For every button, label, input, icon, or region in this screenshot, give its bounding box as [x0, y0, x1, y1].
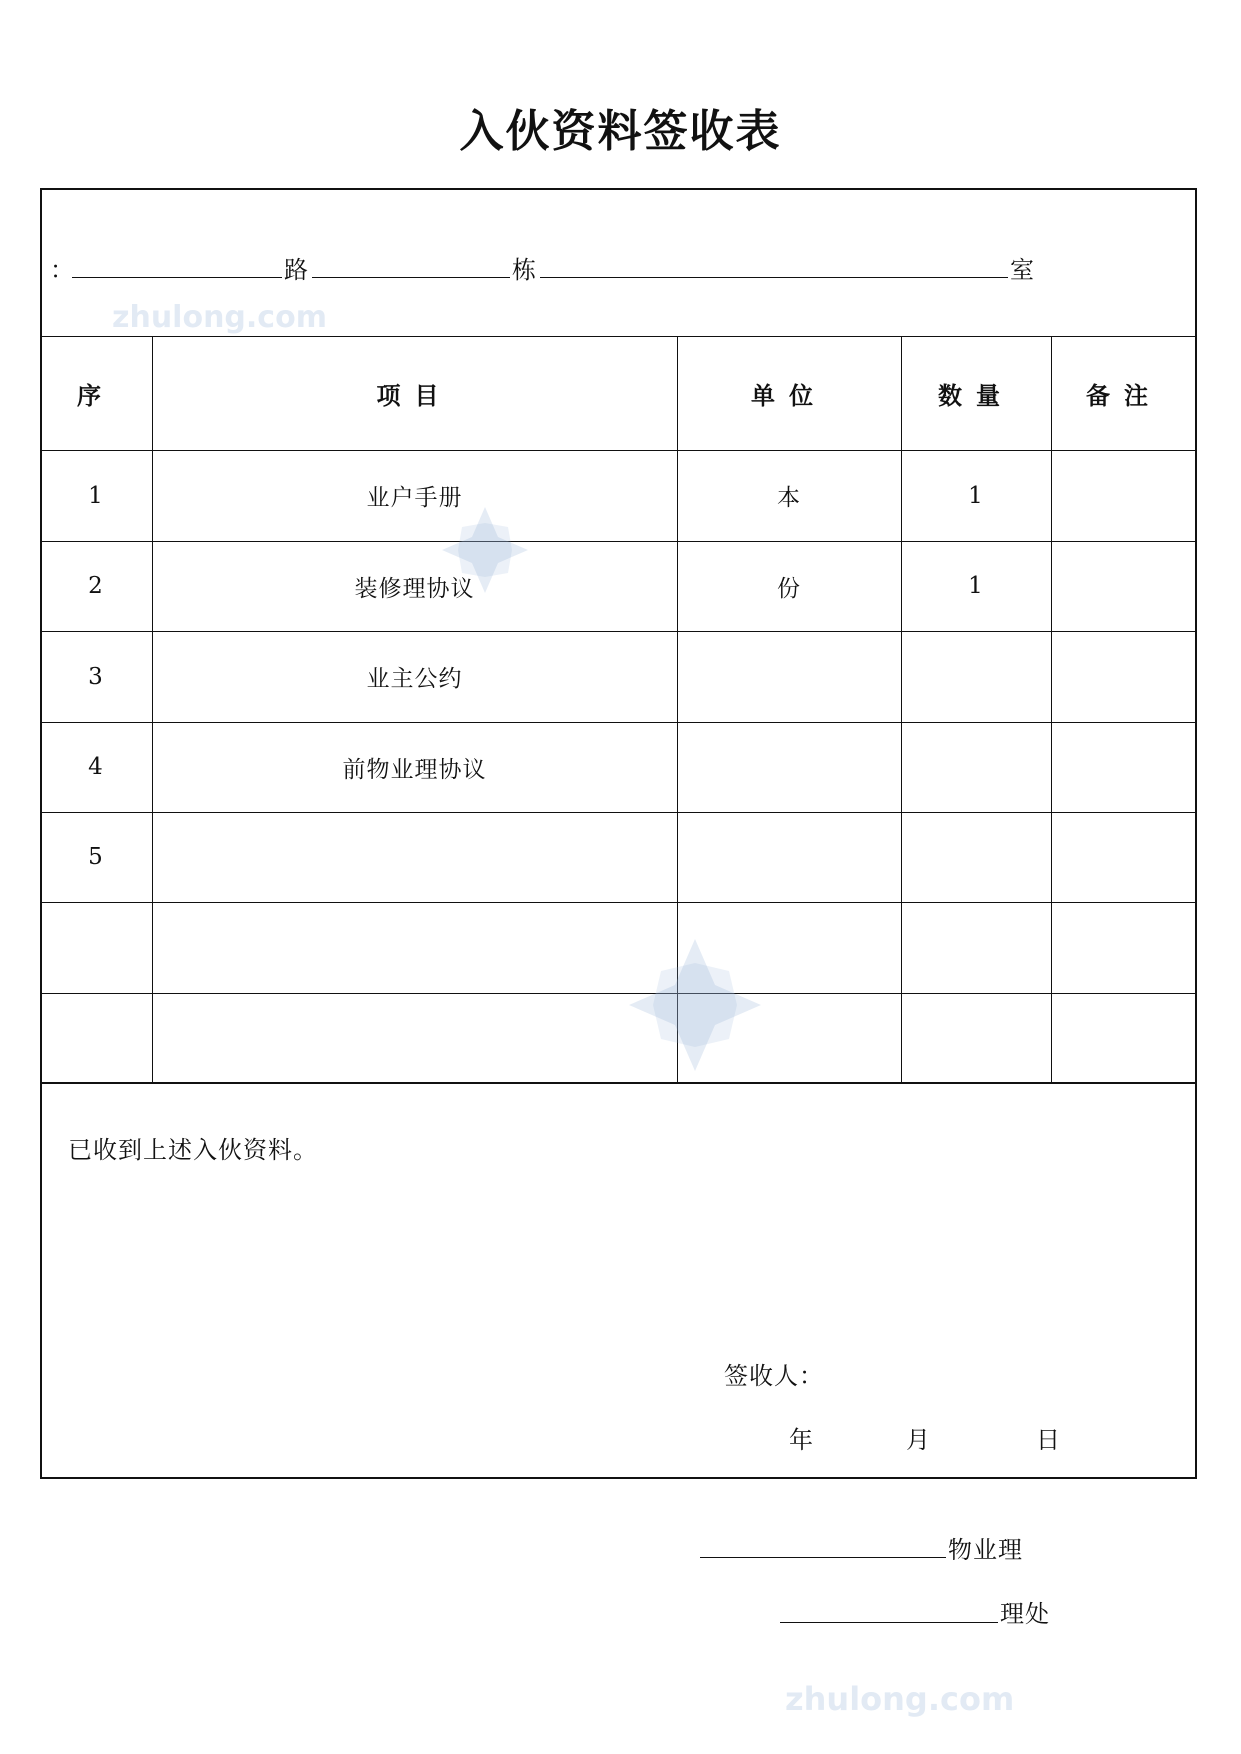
table-bottom-line: [40, 1082, 1197, 1084]
table-row-note[interactable]: [1051, 541, 1197, 631]
table-row-item[interactable]: [152, 902, 677, 993]
property-company-label: 物业理: [948, 1536, 1023, 1564]
table-row-unit[interactable]: [677, 722, 901, 812]
table-row-no: 5: [88, 844, 104, 870]
table-row-note[interactable]: [1051, 993, 1197, 1082]
month-label: 月: [906, 1426, 931, 1454]
table-row-note[interactable]: [1051, 450, 1197, 541]
table-row-qty[interactable]: [901, 812, 1051, 902]
header-no: 序: [77, 381, 115, 410]
table-row-note[interactable]: [1051, 631, 1197, 722]
day-label: 日: [1036, 1426, 1061, 1454]
property-company-underline[interactable]: [700, 1557, 946, 1558]
table-row-note[interactable]: [1051, 812, 1197, 902]
table-row-qty[interactable]: [901, 631, 1051, 722]
table-row-no: 1: [88, 482, 104, 509]
watermark-flake-icon: [440, 505, 530, 595]
table-row-note[interactable]: [1051, 722, 1197, 812]
table-row-no: 3: [88, 663, 104, 690]
signer-label: 签收人：: [724, 1362, 824, 1390]
address-prefix: ：: [50, 256, 74, 284]
road-underline[interactable]: [72, 277, 282, 278]
table-row-qty: 1: [968, 573, 984, 599]
table-row-qty[interactable]: [901, 993, 1051, 1082]
page-title: 入伙资料签收表: [459, 106, 782, 157]
table-row-no: 2: [88, 573, 104, 599]
table-row-qty[interactable]: [901, 902, 1051, 993]
room-label: 室: [1010, 256, 1034, 284]
table-row-item: 装修理协议: [354, 575, 475, 602]
header-item: 项目: [376, 381, 453, 410]
header-qty: 数量: [938, 381, 1014, 410]
table-row-unit: 本: [777, 485, 801, 511]
road-label: 路: [284, 256, 308, 284]
table-row-unit: 份: [777, 575, 801, 602]
management-office-underline[interactable]: [780, 1622, 998, 1623]
receipt-statement: 已收到上述入伙资料。: [68, 1136, 318, 1164]
watermark-text: zhulong.com: [112, 300, 327, 335]
table-row-item[interactable]: [152, 812, 677, 902]
table-row-qty[interactable]: [901, 722, 1051, 812]
table-row-no[interactable]: [40, 902, 152, 993]
watermark-text: zhulong.com: [785, 1680, 1015, 1718]
year-label: 年: [789, 1426, 814, 1454]
room-underline[interactable]: [540, 277, 1008, 278]
building-underline[interactable]: [312, 277, 510, 278]
building-label: 栋: [512, 256, 536, 284]
management-office-label: 理处: [1000, 1600, 1050, 1628]
table-row-qty: 1: [968, 482, 984, 509]
table-row-item: 业户手册: [366, 485, 463, 511]
table-row-item: 前物业理协议: [342, 756, 487, 783]
table-row-no: 4: [88, 754, 104, 780]
watermark-flake-icon: [625, 935, 765, 1075]
header-note: 备注: [1086, 381, 1162, 410]
table-row-note[interactable]: [1051, 902, 1197, 993]
table-row-unit[interactable]: [677, 631, 901, 722]
table-row-item[interactable]: [152, 993, 677, 1082]
table-row-item: 业主公约: [366, 666, 463, 692]
table-row-unit[interactable]: [677, 812, 901, 902]
header-unit: 单位: [751, 381, 827, 410]
table-row-no[interactable]: [40, 993, 152, 1082]
